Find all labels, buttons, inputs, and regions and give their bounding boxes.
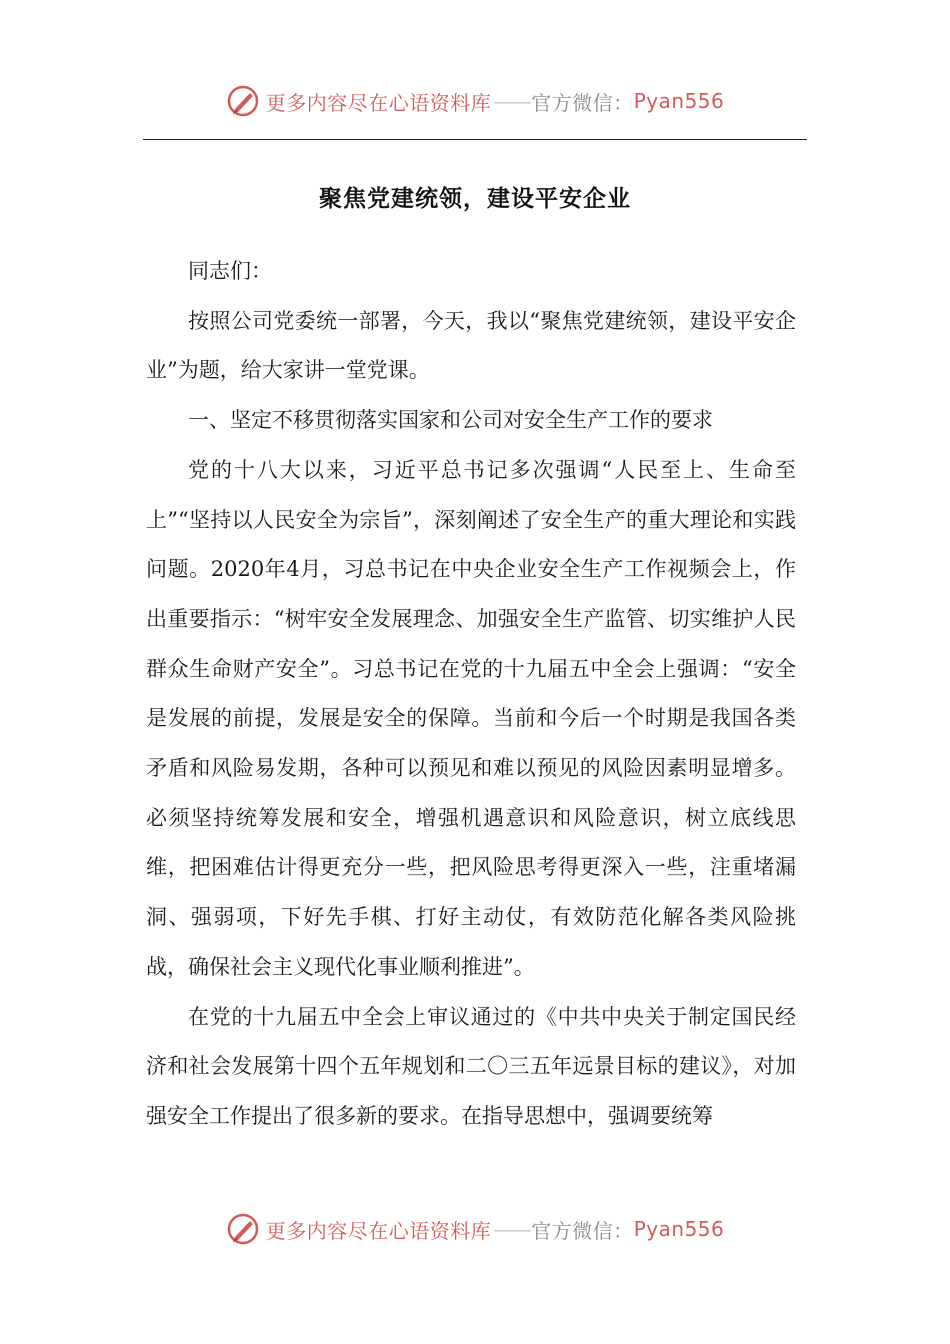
watermark-wechat-id: Pyan556 (633, 1217, 725, 1241)
watermark-site-text: 更多内容尽在心语资料库 (265, 90, 492, 115)
intro-paragraph: 按照公司党委统一部署，今天，我以“聚焦党建统领，建设平安企业”为题，给大家讲一堂党课。 (146, 308, 796, 383)
pen-logo-icon (226, 84, 260, 118)
watermark-separator: —— (493, 89, 530, 113)
watermark-separator: —— (493, 1217, 530, 1241)
body-paragraph: 党的十八大以来，习近平总书记多次强调“人民至上、生命至上”“坚持以人民安全为宗旨”，深刻阐述了安全生产的重大理论和实践问题。2020年4月，习总书记在中央企业安全生产工作视频会上，作出重要指示：“树牢安全发展理念、加强安全生产监管、切实维护人民群众生命财产安全”。习总书记在党的十九届五中全会上强调：“安全是发展的前提，发展是安全的保障。当前和今后一个时期是我国各类矛盾和风险易发期，各种可以预见和难以预见的风险因素明显增多。必须坚持统筹发展和安全，增强机遇意识和风险意识，树立底线思维，把困难估计得更充分一些，把风险思考得更深入一些，注重堵漏洞、强弱项，下好先手棋、打好主动仗，有效防范化解各类风险挑战，确保社会主义现代化事业顺利推进”。 (146, 457, 796, 979)
document-title: 聚焦党建统领，建设平安企业 (319, 185, 631, 212)
pen-logo-icon (226, 1212, 260, 1246)
body-paragraph: 在党的十九届五中全会上审议通过的《中共中央关于制定国民经济和社会发展第十四个五年规划和二〇三五年远景目标的建议》，对加强安全工作提出了很多新的要求。在指导思想中，强调要统筹 (146, 1004, 796, 1128)
header-watermark (0, 84, 950, 118)
salutation-paragraph: 同志们： (188, 259, 272, 283)
section-heading-1: 一、坚定不移贯彻落实国家和公司对安全生产工作的要求 (188, 408, 713, 433)
watermark-official-label: 官方微信： (531, 1218, 634, 1243)
footer-watermark (0, 1212, 950, 1246)
watermark-official-label: 官方微信： (531, 90, 634, 115)
document-body (146, 247, 796, 1142)
header-divider (143, 139, 807, 140)
watermark-wechat-id: Pyan556 (633, 89, 725, 113)
watermark-site-text: 更多内容尽在心语资料库 (265, 1218, 492, 1243)
